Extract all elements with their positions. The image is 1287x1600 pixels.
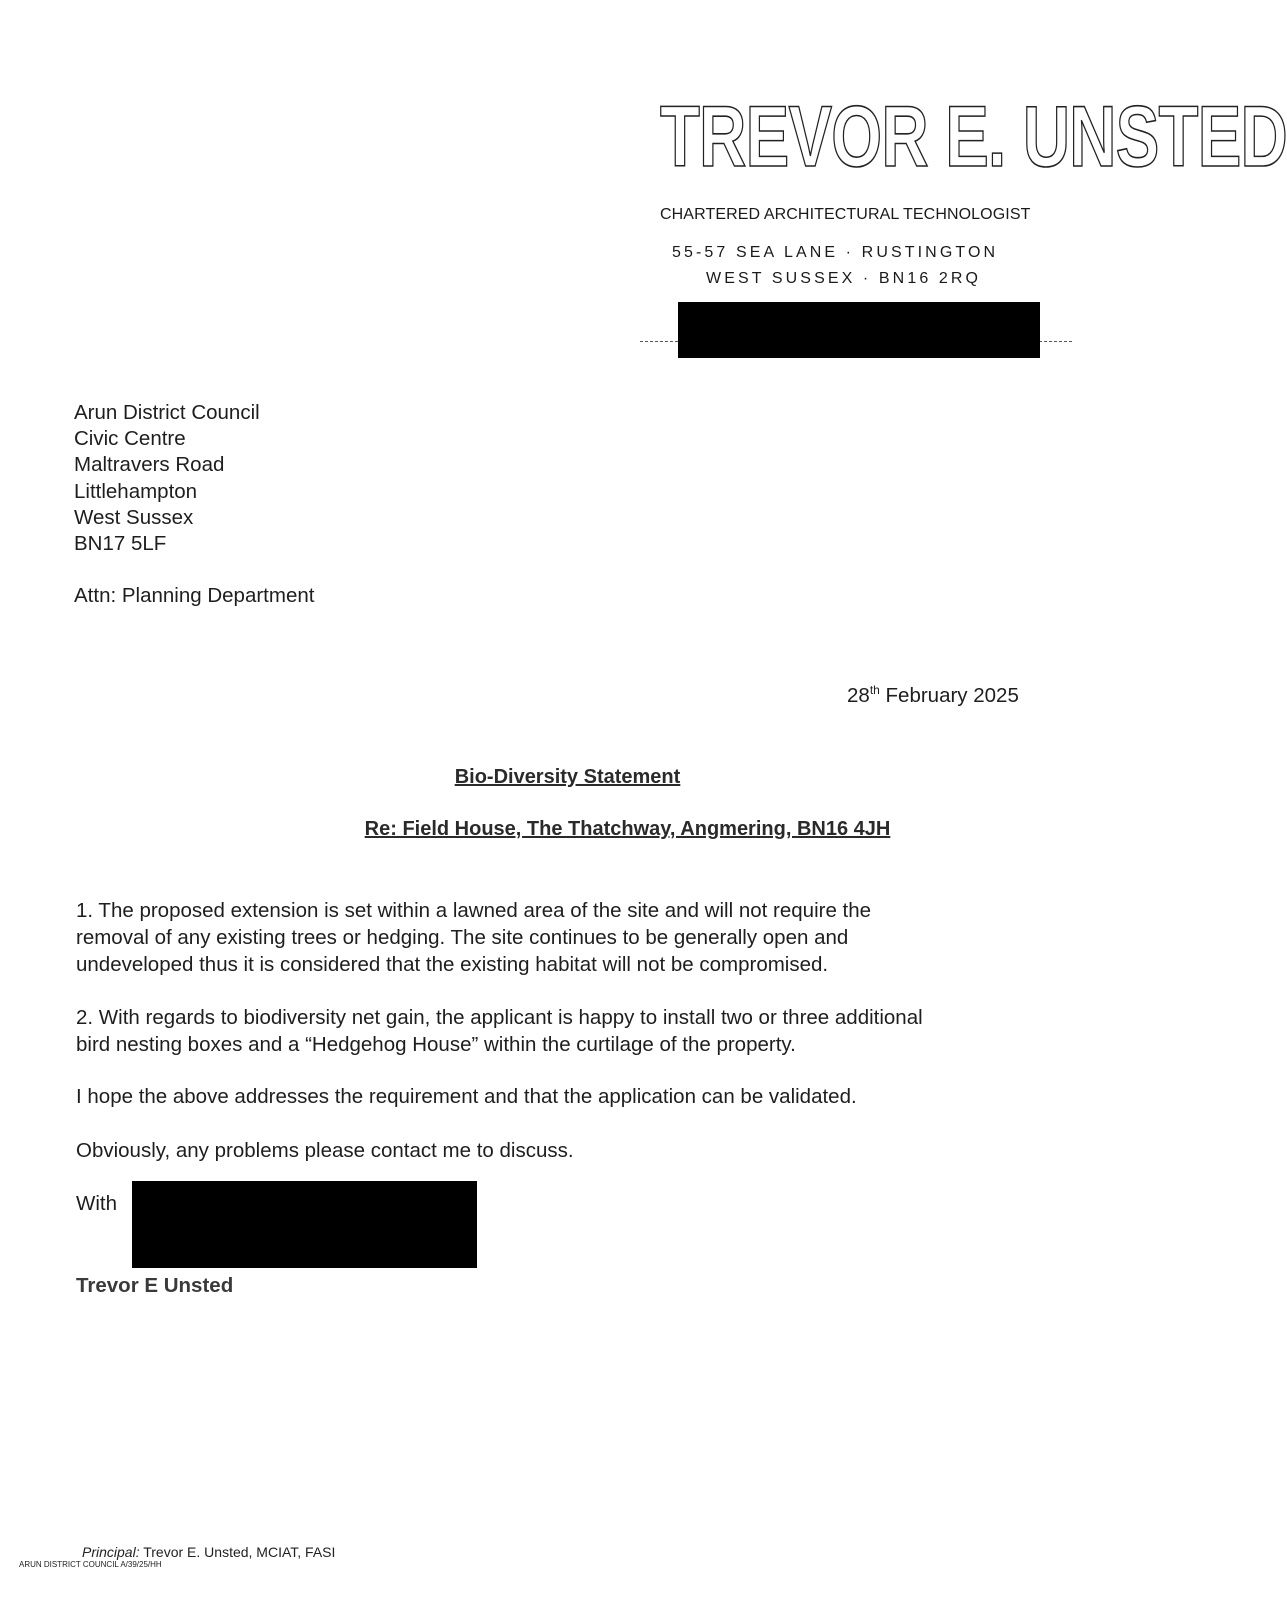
recipient-address [74,400,260,557]
paragraph-4: Obviously, any problems please contact me to discuss. [76,1139,574,1162]
redaction-block-signature [132,1181,477,1268]
attention-line: Attn: Planning Department [74,584,315,607]
subject-line: Re: Field House, The Thatchway, Angmering, BN16 4JH [364,818,891,840]
recipient-line: West Sussex [74,505,194,529]
footer-principal-label: Principal: [82,1544,140,1560]
paragraph-line: bird nesting boxes and a “Hedgehog House” within the curtilage of the property. [76,1033,796,1056]
redaction-block-header [678,302,1040,358]
paragraph-line: undeveloped thus it is considered that the existing habitat will not be compromised. [76,953,829,976]
paragraph-line: 2. With regards to biodiversity net gain, the applicant is happy to install two or three additional [76,1006,923,1029]
recipient-line: Arun District Council [74,401,260,424]
paragraph-line: 1. The proposed extension is set within a lawned area of the site and will not require the [76,899,872,922]
letterhead-logo: TREVOR E. UNSTED [660,89,1287,185]
recipient-line: Littlehampton [74,479,198,503]
paragraph-line: removal of any existing trees or hedging. The site continues to be generally open and [76,926,849,949]
letterhead-address-line-2: WEST SUSSEX · BN16 2RQ [706,270,982,287]
document-title: Bio-Diversity Statement [454,766,681,788]
paragraph-1 [76,897,871,978]
recipient-line: Civic Centre [74,427,186,451]
council-reference-stamp: ARUN DISTRICT COUNCIL A/39/25/HH [19,1560,162,1569]
letter-date [847,684,1019,708]
paragraph-3: I hope the above addresses the requirement and that the application can be validated. [76,1085,857,1108]
date-day: 28 [847,684,870,707]
closing-salutation: With [76,1192,117,1215]
footer-principal-text: Trevor E. Unsted, MCIAT, FASI [143,1544,336,1560]
signature-name: Trevor E Unsted [76,1274,234,1297]
recipient-line: Maltravers Road [74,453,225,477]
letterhead-tagline: CHARTERED ARCHITECTURAL TECHNOLOGIST [660,206,1031,223]
date-suffix: th [869,683,880,697]
paragraph-2 [76,1004,923,1058]
letterhead-address-line-1: 55-57 SEA LANE · RUSTINGTON [672,244,999,261]
footer-principal [82,1544,335,1560]
recipient-line: BN17 5LF [74,532,167,556]
date-rest: February 2025 [885,684,1019,707]
